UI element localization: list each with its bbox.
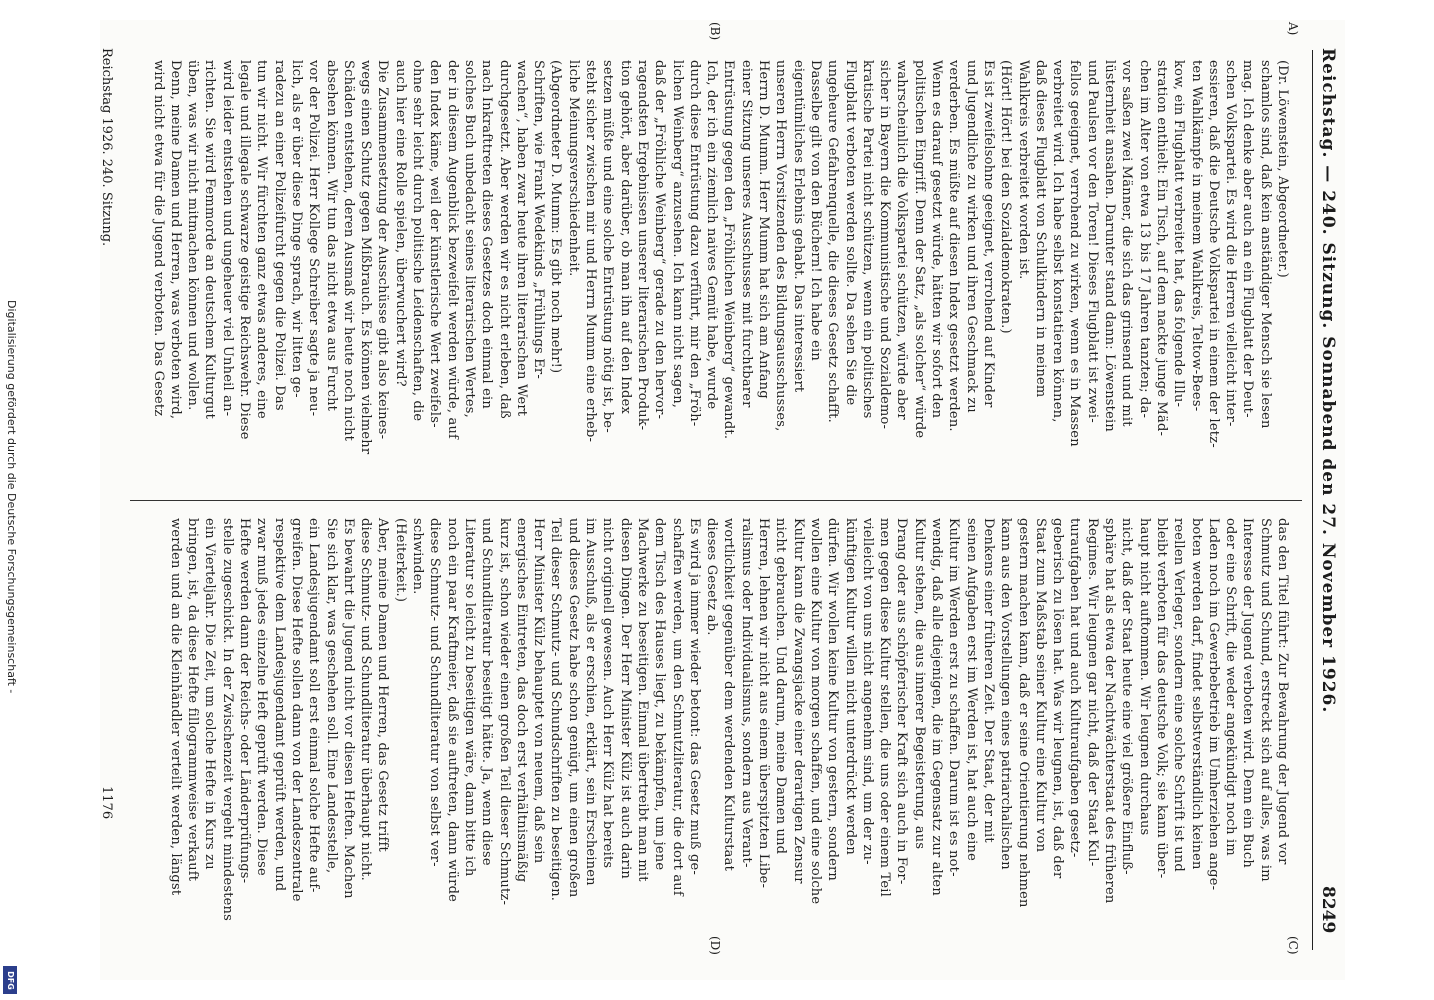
text-line: vor saßen zwei Männer, die sich das grinsend und mit — [1119, 60, 1135, 427]
margin-mark-b: (B) — [708, 22, 722, 41]
text-line: Sie sich klar, was geschehen soll. Eine Landesstelle, — [323, 518, 339, 874]
text-line: ungeheure Gefahrenquelle, die dieses Gesetz schafft. — [825, 60, 841, 423]
text-line: nicht, daß der Staat heute eine viel größere Einfluß- — [1119, 518, 1135, 875]
text-line: Wenn es darauf gesetzt würde, hätten wir sofort den — [929, 60, 944, 419]
text-line: mag. Ich denke aber auch an ein Flugblatt der Deut- — [1240, 60, 1256, 418]
text-line: das den Titel führt: Zur Bewahrung der Jugend vor — [1275, 518, 1290, 865]
sheet-number: 1176 — [99, 786, 114, 820]
text-line: künftigen Kultur willen nicht unterdrückt werden — [842, 518, 858, 855]
text-line: daß der „Fröhliche Weinberg“ gerade zu den hervor- — [652, 60, 668, 420]
text-line: solches Buch unbedacht seines literarischen Wertes, — [461, 60, 477, 418]
text-line: verderben. Es müßte auf diesen Index gesetzt werden. — [946, 60, 962, 432]
text-line: bringen, ist, da diese Hefte fillogrammweise verkauft — [185, 518, 201, 882]
text-line: wendig, daß alle diejenigen, die im Gegensatz zur alten — [929, 518, 944, 896]
text-line: fellos geeignet, verrohend zu wirken, wenn es in Massen — [1067, 60, 1083, 447]
page-footer-session: Reichstag 1926. 240. Sitzung. — [99, 48, 114, 247]
text-line: legale und illegale schwarze geistige Reichswehr. Diese — [237, 60, 252, 440]
text-line: durch diese Entrüstung dazu verführt, mir den „Fröh- — [686, 60, 702, 427]
text-line: wollen eine Kultur von morgen schaffen, und eine solche — [807, 518, 823, 905]
text-line: wird leider entstehen und ungeheuer viel Unheil an- — [219, 60, 235, 417]
text-line: ragendsten Ergebnissen unserer literarischen Produk- — [634, 60, 650, 431]
text-line: Kultur im Werden erst zu schaffen. Darum ist es not- — [946, 518, 962, 877]
text-line: Kultur kann die Zwangsjacke einer derartigen Zensur — [790, 518, 806, 884]
text-line: ein Landesjugendamt soll erst einmal solche Hefte auf- — [306, 518, 322, 893]
text-line: turaufgaben hat und auch Kulturaufgaben gesetz- — [1067, 518, 1083, 858]
text-line: und dieses Gesetz habe schon genügt, um einen großen — [565, 518, 581, 898]
text-line: Literatur so leicht zu beseitigen wäre, dann bitte ich — [461, 518, 477, 877]
digitization-credit: Digitalisierung gefördert durch die Deutsche Forschungsgemeinschaft - — [5, 300, 18, 694]
text-line: diesen Dingen. Der Herr Minister Külz ist auch darin — [617, 518, 633, 879]
text-line: oder eine Schrift, die weder angekündigt noch im — [1223, 518, 1239, 856]
text-line: dieses Gesetz ab. — [704, 518, 720, 636]
text-line: üben, was wir nicht mitmachen können und wollen. — [185, 60, 201, 411]
text-line: dürfen. Wir wollen keine Kultur von gestern, sondern — [825, 518, 841, 881]
text-line: setzen müßte und eine solche Entrüstung nötig ist, be- — [600, 60, 616, 433]
text-line: der in diesem Augenblick bezweifelt werden würde, auf — [444, 60, 460, 440]
text-line: essieren, daß die Deutsche Volkspartei in einem der letz- — [1205, 60, 1221, 448]
text-line: Dasselbe gilt von den Büchern! Ich habe ein — [807, 60, 823, 361]
text-line: und Jugendliche zu wirken und ihren Geschmack zu — [963, 60, 979, 413]
text-line: eigentümliches Erlebnis gehabt. Das interessiert — [790, 60, 806, 393]
text-line: ralismus oder Individualismus, sondern aus Verant- — [738, 518, 754, 868]
text-line: steht sicher zwischen mir und Herrn Mumm eine erheb- — [583, 60, 598, 443]
text-line: im Ausschuß, als er erschien, erklärt, sein Erscheinen — [583, 518, 598, 886]
text-line: ohne sehr leicht durch politische Leidenschaften, die — [410, 60, 425, 422]
text-line: liche Meinungsverschiedenheit. — [565, 60, 581, 277]
text-line: Denkens einer früheren Zeit. Der Staat, der mit — [980, 518, 996, 843]
text-line: kow, ein Flugblatt verbreitet hat, das folgende Illu- — [1171, 60, 1187, 408]
column-divider — [130, 500, 1302, 501]
text-line: (Abgeordneter D. Mumm: Es gibt noch mehr!) — [548, 60, 564, 374]
text-line: nach Inkrafttreten dieses Gesetzes doch einmal ein — [479, 60, 495, 409]
text-line: gestern machen kann, daß er seine Orientierung nehmen — [1015, 518, 1031, 908]
scanned-page — [100, 20, 1345, 980]
text-line: ein Vierteljahr. Die Zeit, um solche Hefte in Kurs zu — [202, 518, 218, 870]
text-line: radezu an einer Polizeifurcht gegen die Polizei. Das — [271, 60, 287, 411]
text-line: Denn, meine Damen und Herren, was verboten wird, — [167, 60, 183, 420]
text-line: seinen Aufgaben erst im Werden ist, hat auch eine — [963, 518, 979, 861]
text-line: Schmutz und Schund, erstreckt sich auf alles, was im — [1257, 518, 1273, 882]
text-line: nicht gebrauchen. Und darum, meine Damen und — [773, 518, 789, 855]
margin-mark-c: (C) — [1286, 936, 1300, 955]
text-line: Regimes. Wir leugnen gar nicht, daß der Staat Kul- — [1084, 518, 1100, 867]
text-line: haupt nicht auftommen. Wir leugnen durchaus — [1136, 518, 1152, 836]
text-line: (Hört! Hört! bei den Sozialdemokraten.) — [998, 60, 1014, 334]
text-line: nicht originell gewesen. Auch Herr Külz hat bereits — [600, 518, 616, 869]
text-line: lüsternheit ansahen. Darunter stand dann: Löwenstein — [1102, 60, 1117, 432]
text-line: und Paulsen vor den Toren! Dieses Flugblatt ist zwei- — [1084, 60, 1100, 423]
text-line: geberisch zu lösen hat. Was wir leugnen, ist, daß der — [1050, 518, 1066, 879]
text-line: wird nicht etwa für die Jugend verboten. Das Gesetz — [150, 60, 166, 417]
text-line: Herren, lehnen wir nicht aus einem überspitzten Libe- — [756, 518, 771, 889]
text-line: wortlichkeit gegenüber dem werdenden Kulturstaat — [721, 518, 737, 871]
text-line: kratische Partei nicht schützen, wenn ein politisches — [859, 60, 875, 419]
text-line: Ich, der ich ein ziemlich naives Gemüt habe, wurde — [704, 60, 720, 410]
text-line: Aber, meine Damen und Herren, das Gesetz trifft — [375, 518, 391, 852]
text-line: vor der Polizei. Herr Kollege Schreiber sagte ja neu- — [306, 60, 322, 417]
text-line: boten werden darf, findet selbstverständlich keinen — [1188, 518, 1204, 870]
text-line: Drang oder aus schöpferischer Kraft sich auch in For- — [894, 518, 910, 885]
text-line: einer Sitzung unseres Ausschusses mit furchtbarer — [738, 60, 754, 408]
text-line: Herr Minister Külz behauptet von neuem, daß sein — [531, 518, 547, 864]
margin-mark-d: (D) — [708, 936, 722, 955]
text-line: (Dr. Löwenstein, Abgeordneter.) — [1275, 60, 1290, 278]
text-line: reellen Verleger, sondern eine solche Schrift ist und — [1171, 518, 1187, 872]
text-line: Wahlkreis verbreitet worden ist. — [1015, 60, 1031, 280]
text-line: den Index käme, weil der künstlerische Wert zweifels- — [427, 60, 443, 428]
text-line: Interesse der Jugend verboten wird. Denn ein Buch — [1240, 518, 1256, 868]
text-line: Es wird ja immer wieder betont: das Gesetz muß ge- — [686, 518, 702, 875]
text-line: Entrüstung gegen den „Fröhlichen Weinberg“ gewandt. — [721, 60, 737, 440]
text-line: wahrscheinlich die Volkspartei schützen, würde aber — [894, 60, 910, 420]
text-line: Die Zusammensetzung der Ausschüsse gibt also keines- — [375, 60, 391, 440]
text-line: sphäre hat als etwa der Nachtwächterstaat des früheren — [1102, 518, 1117, 904]
text-line: (Heiterkeit.) — [392, 518, 408, 603]
text-line: vielleicht von uns nicht angenehm sind, um der zu- — [859, 518, 875, 865]
text-line: respektive dem Landesjugendamt geprüft werden, und — [271, 518, 287, 892]
margin-mark-a: A) — [1286, 22, 1300, 36]
dfg-logo: DFG — [3, 966, 17, 994]
text-line: sicher in Bayern die Kommunistische und Sozialdemo- — [877, 60, 893, 430]
text-line: durchgesetzt. Aber werden wir es nicht erleben, daß — [496, 60, 512, 419]
text-line: zwar muß jedes einzelne Heft geprüft werden. Diese — [254, 518, 270, 876]
text-line: greifen. Diese Hefte sollen dann von der Landeszentrale — [288, 518, 304, 902]
text-line: stelle zugeschickt. In der Zwischenzeit vergeht mindestens — [219, 518, 235, 921]
text-line: noch ein paar Kraftmeier, daß sie auftreten, dann würde — [444, 518, 460, 902]
text-line: kann aus den Vorstellungen eines patriarchalischen — [998, 518, 1014, 870]
text-line: richten. Sie wird Femmorde an deutschem Kulturgut — [202, 60, 218, 420]
text-line: Machwerke zu beseitigen. Einmal übertreibt man mit — [634, 518, 650, 882]
text-line: Herrn D. Mumm. Herr Mumm hat sich am Anfang — [756, 60, 771, 399]
text-line: wegs einen Schutz gegen Mißbrauch. Es können vielmehr — [358, 60, 374, 455]
text-line: verbreitet wird. Ich habe selbst konstatieren können, — [1050, 60, 1066, 423]
text-line: Hefte werden dann der Reichs- oder Länderprüfungs- — [237, 518, 252, 884]
text-line: diese Schmutz- und Schundliteratur überhaupt nicht. — [358, 518, 374, 882]
text-line: daß dieses Flugblatt von Schulkindern in meinem — [1032, 60, 1048, 398]
text-line: schwinden. — [410, 518, 425, 595]
text-line: wachen“, haben zwar heute ihren literarischen Wert — [513, 60, 529, 417]
text-line: men gegen diese Kultur stellen, die uns oder einem Teil — [877, 518, 893, 897]
header-rule — [1312, 50, 1313, 950]
text-line: lichen Weinberg“ anzusehen. Ich kann nicht sagen, — [669, 60, 685, 409]
text-line: werden und an die Kleinhändler verteilt werden, längst — [167, 518, 183, 896]
text-line: bleibt verboten für das deutsche Volk; sie kann über- — [1153, 518, 1169, 879]
text-line: dem Tisch des Hauses liegt, zu bekämpfen, um jene — [652, 518, 668, 871]
text-line: Flugblatt verboten werden sollte. Da sehen Sie die — [842, 60, 858, 406]
text-line: Teil dieser Schmutz- und Schundschriften zu beseitigen. — [548, 518, 564, 902]
text-line: ten Wahlkämpfe in meinem Wahlkreis, Teltow-Bees- — [1188, 60, 1204, 412]
text-line: tun wir nicht. Wir fürchten ganz etwas anderes, eine — [254, 60, 270, 419]
text-line: kurz ist, schon wieder einen großen Teil dieser Schmutz- — [496, 518, 512, 906]
text-line: auch hier eine Rolle spielen, überwuchert wird? — [392, 60, 408, 387]
text-line: politischen Eingriff. Denn der Satz, „als solcher“ würde — [911, 60, 927, 439]
text-line: tion gehört, aber darüber, ob man ihn auf den Index — [617, 60, 633, 415]
text-line: Es ist zweifelsohne geeignet, verrohend auf Kinder — [980, 60, 996, 408]
page-number: 8249 — [1318, 886, 1338, 934]
text-line: chen im Alter von etwa 13 bis 17 Jahren tanzten; da- — [1136, 60, 1152, 419]
text-line: Schriften, wie Frank Wedekinds „Frühlings Er- — [531, 60, 547, 379]
text-line: schamlos sind, daß kein anständiger Mensch sie lesen — [1257, 60, 1273, 429]
text-line: lich, als er über diese Dinge sprach, wir litten ge- — [288, 60, 304, 398]
page-header: Reichstag. — 240. Sitzung. Sonnabend den 27. November 1926. — [1318, 48, 1338, 714]
text-line: Laden noch im Gewerbebetrieb im Umherziehen ange- — [1205, 518, 1221, 891]
text-line: Staat zum Maßstab seiner Kultur eine Kultur von — [1032, 518, 1048, 853]
text-line: Schäden entstehen, deren Ausmaß wir heute noch nicht — [340, 60, 356, 442]
text-line: schen Volkspartei. Es wird die Herren vielleicht inter- — [1223, 60, 1239, 427]
text-line: schaffen werden, um den Schmutzliteratur, die dort auf — [669, 518, 685, 896]
text-line: stration enthielt: Ein Tisch, auf dem nackte junge Mäd- — [1153, 60, 1169, 437]
text-line: energisches Eintreten, das doch erst verhältnismäßig — [513, 518, 529, 883]
text-line: Es bewahrt die Jugend nicht vor diesen Heften. Machen — [340, 518, 356, 899]
text-line: absehen können. Wir tun das nicht etwa aus Furcht — [323, 60, 339, 412]
text-line: diese Schmutz- und Schundliteratur von selbst ver- — [427, 518, 443, 867]
text-line: und Schundliteratur beseitigt hätte. Ja, wenn diese — [479, 518, 495, 866]
text-line: Kultur stehen, die aus innerer Begeisterung, aus — [911, 518, 927, 850]
text-line: unseren Herrn Vorsitzenden des Bildungsausschusses, — [773, 60, 789, 432]
